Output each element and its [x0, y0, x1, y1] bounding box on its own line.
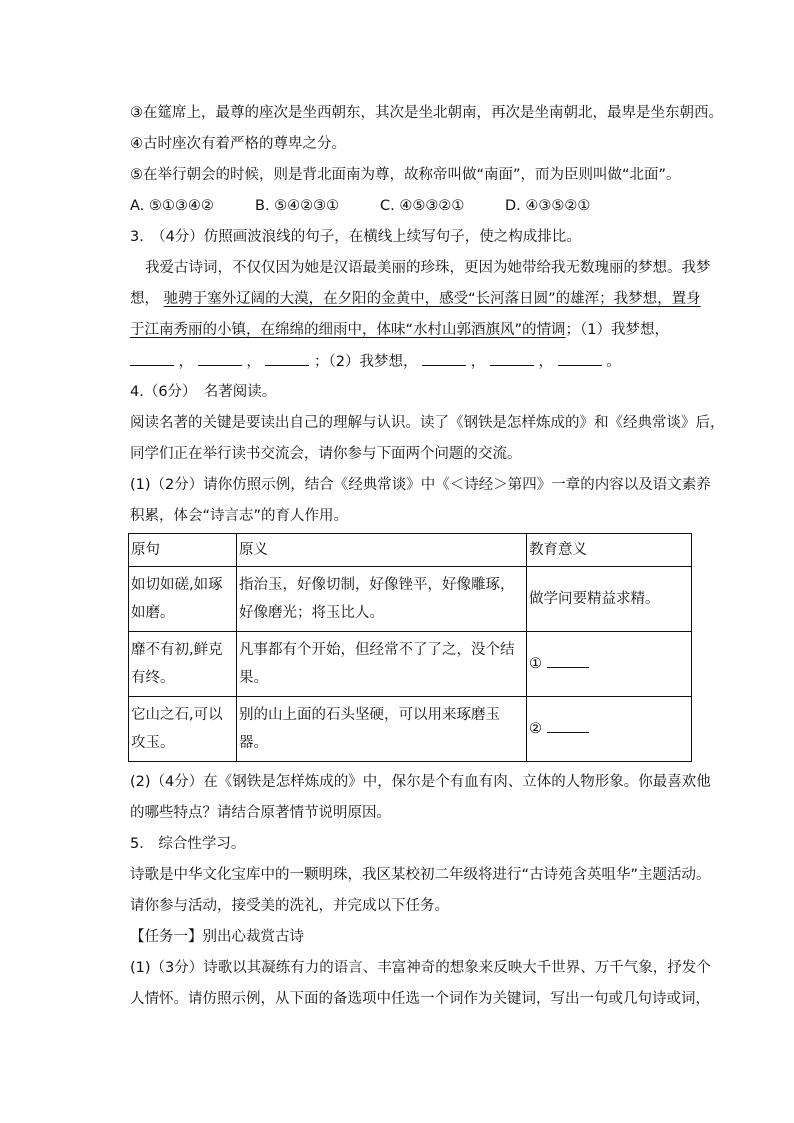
table-row	[129, 567, 692, 632]
q3-line2	[130, 289, 701, 309]
answer-marker: ②	[529, 721, 542, 737]
table-header-row	[129, 534, 692, 567]
blank-2-2[interactable]	[490, 351, 534, 366]
cell-original: 靡不有初,鲜克有终。	[129, 632, 237, 697]
task-1-heading: 【任务一】别出心裁赏古诗	[130, 929, 304, 945]
option-d[interactable]: D. ④③⑤②①	[505, 198, 591, 214]
q4-intro-2: 同学们正在举行读书交流会，请你参与下面两个问题的交流。	[130, 446, 522, 462]
table-row	[129, 632, 692, 697]
option-c[interactable]: C. ④⑤③②①	[380, 198, 465, 214]
q3-line3	[130, 320, 669, 340]
cell-significance: 做学问要精益求精。	[527, 567, 692, 632]
blank-2-1[interactable]	[422, 351, 466, 366]
header-significance: 教育意义	[527, 534, 692, 567]
q3-semicolon-prompt: ；（2）我梦想，	[314, 354, 418, 370]
poetry-table	[128, 533, 692, 762]
cell-meaning: 别的山上面的石头坚硬，可以用来琢磨玉器。	[237, 697, 527, 762]
q4-sub2-line2: 的哪些特点？请结合原著情节说明原因。	[130, 805, 391, 821]
q4-sub2-line1: (2)（4分）在《钢铁是怎样炼成的》中，保尔是个有血有肉、立体的人物形象。你最喜欢他	[130, 774, 711, 790]
comma: ，	[470, 354, 486, 370]
q5-intro-1: 诗歌是中华文化宝库中的一颗明珠，我区某校初二年级将进行“古诗苑含英咀华”主题活动。	[130, 867, 711, 883]
q5-intro-2: 请你参与活动，接受美的洗礼，并完成以下任务。	[130, 898, 449, 914]
answer-blank-1[interactable]	[547, 653, 589, 668]
period: 。	[606, 354, 621, 370]
blank-1-3[interactable]	[265, 351, 309, 366]
cell-meaning: 指治玉，好像切制，好像锉平，好像雕琢，好像磨光；将玉比人。	[237, 567, 527, 632]
comma: ，	[538, 354, 553, 370]
option-a[interactable]: A. ⑤①③④②	[130, 198, 214, 214]
q5-stem: 5. 综合性学习。	[130, 836, 246, 852]
answer-marker: ①	[529, 656, 542, 672]
q4-intro-1: 阅读名著的关键是要读出自己的理解与认识。读了《钢铁是怎样炼成的》和《经典常谈》后，	[130, 415, 725, 431]
q4-sub1-line1: (1)（2分）请你仿照示例，结合《经典常谈》中《＜诗经＞第四》一章的内容以及语文素养	[130, 477, 711, 493]
blank-2-3[interactable]	[558, 351, 602, 366]
option-b[interactable]: B. ⑤④②③①	[255, 198, 340, 214]
q4-sub1-line2: 积累，体会“诗言志”的育人作用。	[130, 508, 349, 524]
comma: ，	[246, 354, 261, 370]
q5-sub1-line1: (1)（3分）诗歌以其凝练有力的语言、丰富神奇的想象来反映大千世界、万千气象，抒发个	[130, 960, 711, 976]
q2-options	[130, 196, 590, 216]
cell-original: 它山之石,可以攻玉。	[129, 697, 237, 762]
comma: ，	[178, 354, 194, 370]
header-meaning: 原义	[237, 534, 527, 567]
cell-significance	[527, 697, 692, 762]
table-row	[129, 697, 692, 762]
q3-line2-pre: 想，	[130, 291, 159, 307]
q5-sub1-line2: 人情怀。请仿照示例，从下面的备选项中任选一个词作为关键词，写出一句或几句诗或词，	[130, 991, 710, 1007]
answer-blank-2[interactable]	[547, 718, 589, 733]
cell-meaning: 凡事都有个开始，但经常不了了之，没个结果。	[237, 632, 527, 697]
wavy-sentence-part2: 于江南秀丽的小镇，在绵绵的细雨中，体味“水村山郭酒旗风”的情调	[130, 322, 566, 338]
statement-4: ④古时座次有着严格的尊卑之分。	[130, 136, 346, 152]
statement-3: ③在筵席上，最尊的座次是坐西朝东，其次是坐北朝南，再次是坐南朝北，最卑是坐东朝西。	[130, 105, 723, 121]
blank-1-1[interactable]	[130, 351, 174, 366]
q4-stem: 4.（6分） 名著阅读。	[130, 384, 277, 400]
wavy-sentence-part1: 驰骋于塞外辽阔的大漠，在夕阳的金黄中，感受“长河落日圆”的雄浑；我梦想，置身	[163, 291, 701, 307]
blank-1-2[interactable]	[198, 351, 242, 366]
statement-5: ⑤在举行朝会的时候，则是背北面南为尊，故称帝叫做“南面”，而为臣则叫做“北面”。	[130, 167, 681, 183]
q3-stem: 3. （4分）仿照画波浪线的句子，在横线上续写句子，使之构成排比。	[130, 229, 581, 245]
cell-significance	[527, 632, 692, 697]
header-original: 原句	[129, 534, 237, 567]
q3-line1: 我爱古诗词，不仅仅因为她是汉语最美丽的珍珠，更因为她带给我无数瑰丽的梦想。我梦	[145, 260, 711, 276]
q3-line3-post: ；（1）我梦想，	[565, 322, 670, 338]
cell-original: 如切如磋,如琢如磨。	[129, 567, 237, 632]
q3-blanks	[130, 351, 621, 372]
